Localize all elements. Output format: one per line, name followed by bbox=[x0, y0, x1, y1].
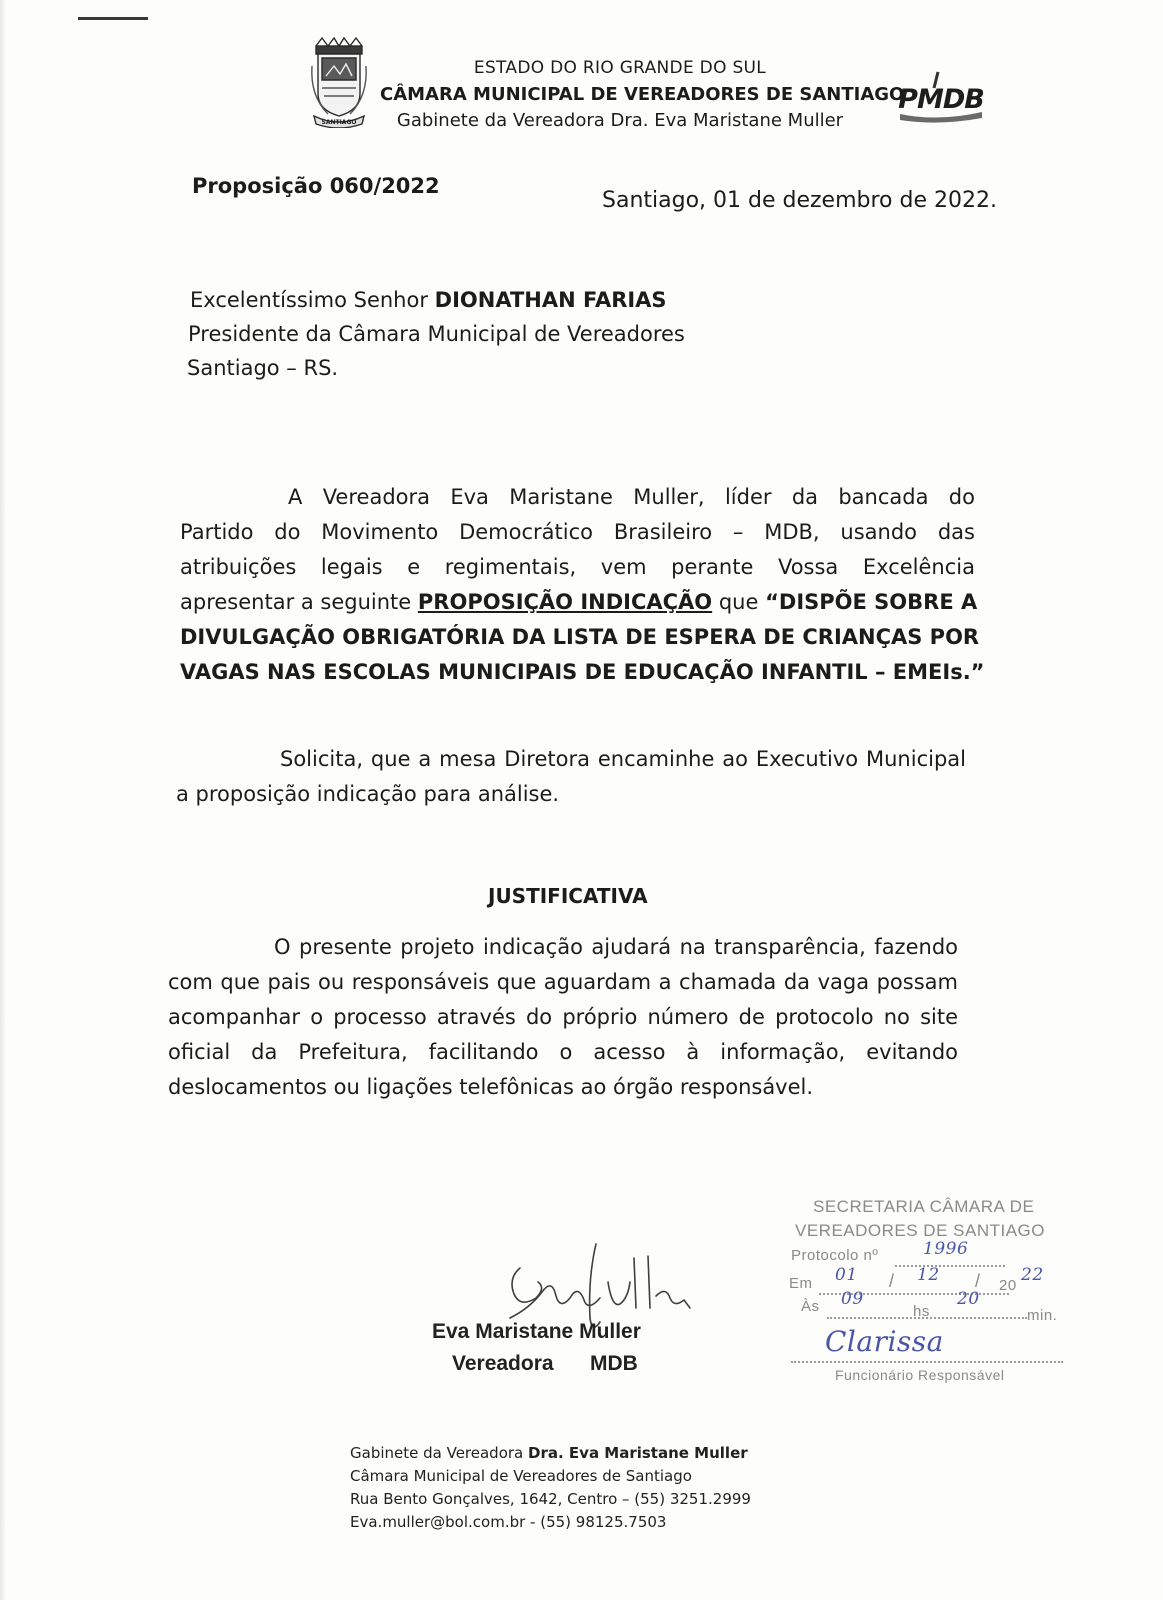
stamp-protocol-label: Protocolo nº bbox=[791, 1247, 879, 1264]
body-text: apresentar a seguinte bbox=[180, 590, 412, 614]
document-page: SANTIAGO ESTADO DO RIO GRANDE DO SUL CÂMARA MUNICIPAL DE VEREADORES DE SANTIAGO Gabinete da Vereadora Dra. Eva Maristane Muller PMDB Proposição 060/2022 Santiago, 01 de dezembro de 2022. Excelentíssimo Senhor DIONATHAN FARIAS Presidente da Câmara Municipal de Vereadores Santiago – RS. A Vereadora Eva Maristane Muller, líder da bancada do Partido do Movimento Democrático Brasileiro – MDB, usando das atribuições legais e regimentais, vem perante Vossa Excelência apresentar a seguinte PROPOSIÇÃO INDICAÇÃO que “DISPÕE SOBRE A DIVULGAÇÃO OBRIGATÓRIA DA LISTA DE ESPERA DE CRIANÇAS POR VAGAS NAS ESCOLAS MUNICIPAIS DE EDUCAÇÃO INFANTIL – EMEIs.” Solicita, que a mesa Diretora encaminhe ao Executivo Municipal a proposição indicação para análise. JUSTIFICATIVA O presente projeto indicação ajudará na transparência, fazendo com que pais ou responsáveis que aguardam a chamada da vaga possam acompanhar o processo através do próprio número de protocolo no site oficial da Prefeitura, facilitando o acesso à informação, evitando deslocamentos ou ligações telefônicas ao órgão responsável. SECRETARIA CÂMARA DE VEREADORES DE SANTIAGO Protocolo nº 1996 Em 01 / 12 / 20 22 Às 09 hs 20 min. Clarissa Funcionário Responsável Eva Maristane Muller Vereadora MDB Gabinete da Vereadora Dra. Eva Maristane Muller Câmara Municipal de Vereadores de Santiago Rua Bento Gonçalves, 1642, Centro – (55) 3251.2999 Eva.muller@bol.com.br - (55) 98125.7503 bbox=[0, 0, 1163, 1600]
recipient-name: DIONATHAN FARIAS bbox=[434, 288, 667, 312]
signatory-party: MDB bbox=[590, 1352, 638, 1375]
stamp-time-label: Às bbox=[801, 1298, 820, 1315]
date-line: Santiago, 01 de dezembro de 2022. bbox=[602, 188, 997, 213]
body-line: Partido do Movimento Democrático Brasileiro – MDB, usando das bbox=[180, 520, 975, 544]
stamp-date-label: Em bbox=[789, 1275, 813, 1292]
party-logo-text: PMDB bbox=[898, 84, 984, 115]
proposition-subject: “DISPÕE SOBRE A bbox=[765, 590, 978, 614]
footer-contact: Eva.muller@bol.com.br - (55) 98125.7503 bbox=[350, 1513, 667, 1531]
proposition-subject: VAGAS NAS ESCOLAS MUNICIPAIS DE EDUCAÇÃO INFANTIL – EMEIs.” bbox=[180, 660, 985, 684]
footer-office-name: Dra. Eva Maristane Muller bbox=[528, 1444, 748, 1462]
justification-line: O presente projeto indicação ajudará na transparência, fazendo bbox=[274, 935, 958, 959]
body-line-proposition bbox=[180, 585, 978, 620]
body-line: atribuições legais e regimentais, vem perante Vossa Excelência bbox=[180, 555, 975, 579]
crest-banner-text: SANTIAGO bbox=[321, 119, 357, 126]
footer-address: Rua Bento Gonçalves, 1642, Centro – (55) 3251.2999 bbox=[350, 1490, 751, 1508]
stamp-protocol-value: 1996 bbox=[923, 1239, 969, 1259]
body-paragraph-2 bbox=[176, 742, 966, 812]
proposition-subject: DIVULGAÇÃO OBRIGATÓRIA DA LISTA DE ESPERA DE CRIANÇAS POR bbox=[180, 625, 980, 649]
header-office: Gabinete da Vereadora Dra. Eva Maristane Muller bbox=[396, 110, 844, 131]
stamp-month: 12 bbox=[917, 1265, 940, 1285]
stamp-hs-label: hs bbox=[913, 1303, 930, 1320]
stamp-day: 01 bbox=[835, 1265, 858, 1285]
stamp-minutes: 20 bbox=[957, 1289, 980, 1309]
stamp-line-2: VEREADORES DE SANTIAGO bbox=[795, 1221, 1045, 1240]
footer-chamber: Câmara Municipal de Vereadores de Santiago bbox=[350, 1467, 692, 1485]
recipient-city: Santiago – RS. bbox=[187, 356, 339, 380]
stamp-hours: 09 bbox=[841, 1289, 864, 1309]
body-paragraph-1 bbox=[180, 480, 985, 690]
stamp-footer: Funcionário Responsável bbox=[835, 1367, 1005, 1383]
municipal-crest-icon bbox=[308, 36, 370, 128]
proposition-type: PROPOSIÇÃO INDICAÇÃO bbox=[417, 590, 713, 614]
header-chamber: CÂMARA MUNICIPAL DE VEREADORES DE SANTIAGO bbox=[380, 84, 905, 105]
justification-paragraph bbox=[168, 930, 958, 1105]
signatory-name: Eva Maristane Muller bbox=[432, 1320, 641, 1343]
stamp-protocol-line bbox=[895, 1265, 1005, 1267]
recipient-title: Presidente da Câmara Municipal de Vereadores bbox=[188, 322, 685, 346]
footer-office-label: Gabinete da Vereadora bbox=[350, 1444, 524, 1462]
body-line: Solicita, que a mesa Diretora encaminhe ao Executivo Municipal bbox=[280, 747, 966, 771]
justification-line: oficial da Prefeitura, facilitando o acesso à informação, evitando bbox=[168, 1040, 958, 1064]
body-line: a proposição indicação para análise. bbox=[176, 782, 560, 806]
stamp-line-1: SECRETARIA CÂMARA DE bbox=[813, 1197, 1035, 1216]
proposition-number: Proposição 060/2022 bbox=[192, 174, 440, 198]
justification-heading: JUSTIFICATIVA bbox=[488, 884, 648, 908]
stamp-clerk-signature: Clarissa bbox=[825, 1325, 944, 1358]
body-text: que bbox=[718, 590, 759, 614]
header-state: ESTADO DO RIO GRANDE DO SUL bbox=[473, 58, 767, 78]
stamp-min-label: min. bbox=[1027, 1307, 1058, 1324]
stamp-signature-line bbox=[791, 1361, 1063, 1363]
recipient-salutation: Excelentíssimo Senhor bbox=[190, 288, 428, 312]
justification-line: acompanhar o processo através do próprio número de protocolo no site bbox=[168, 1005, 958, 1029]
signature-block bbox=[430, 1258, 690, 1398]
scan-mark bbox=[78, 17, 148, 20]
stamp-year-prefix: 20 bbox=[999, 1277, 1017, 1294]
justification-line: com que pais ou responsáveis que aguardam a chamada da vaga possam bbox=[168, 970, 958, 994]
party-logo bbox=[898, 70, 984, 124]
signatory-role: Vereadora bbox=[452, 1352, 554, 1375]
footer-office bbox=[350, 1444, 748, 1462]
stamp-year-suffix: 22 bbox=[1021, 1265, 1044, 1285]
scan-edge bbox=[0, 0, 6, 1600]
recipient-line bbox=[190, 288, 667, 312]
justification-line: deslocamentos ou ligações telefônicas ao órgão responsável. bbox=[168, 1075, 814, 1099]
body-line: A Vereadora Eva Maristane Muller, líder da bancada do bbox=[288, 485, 975, 509]
